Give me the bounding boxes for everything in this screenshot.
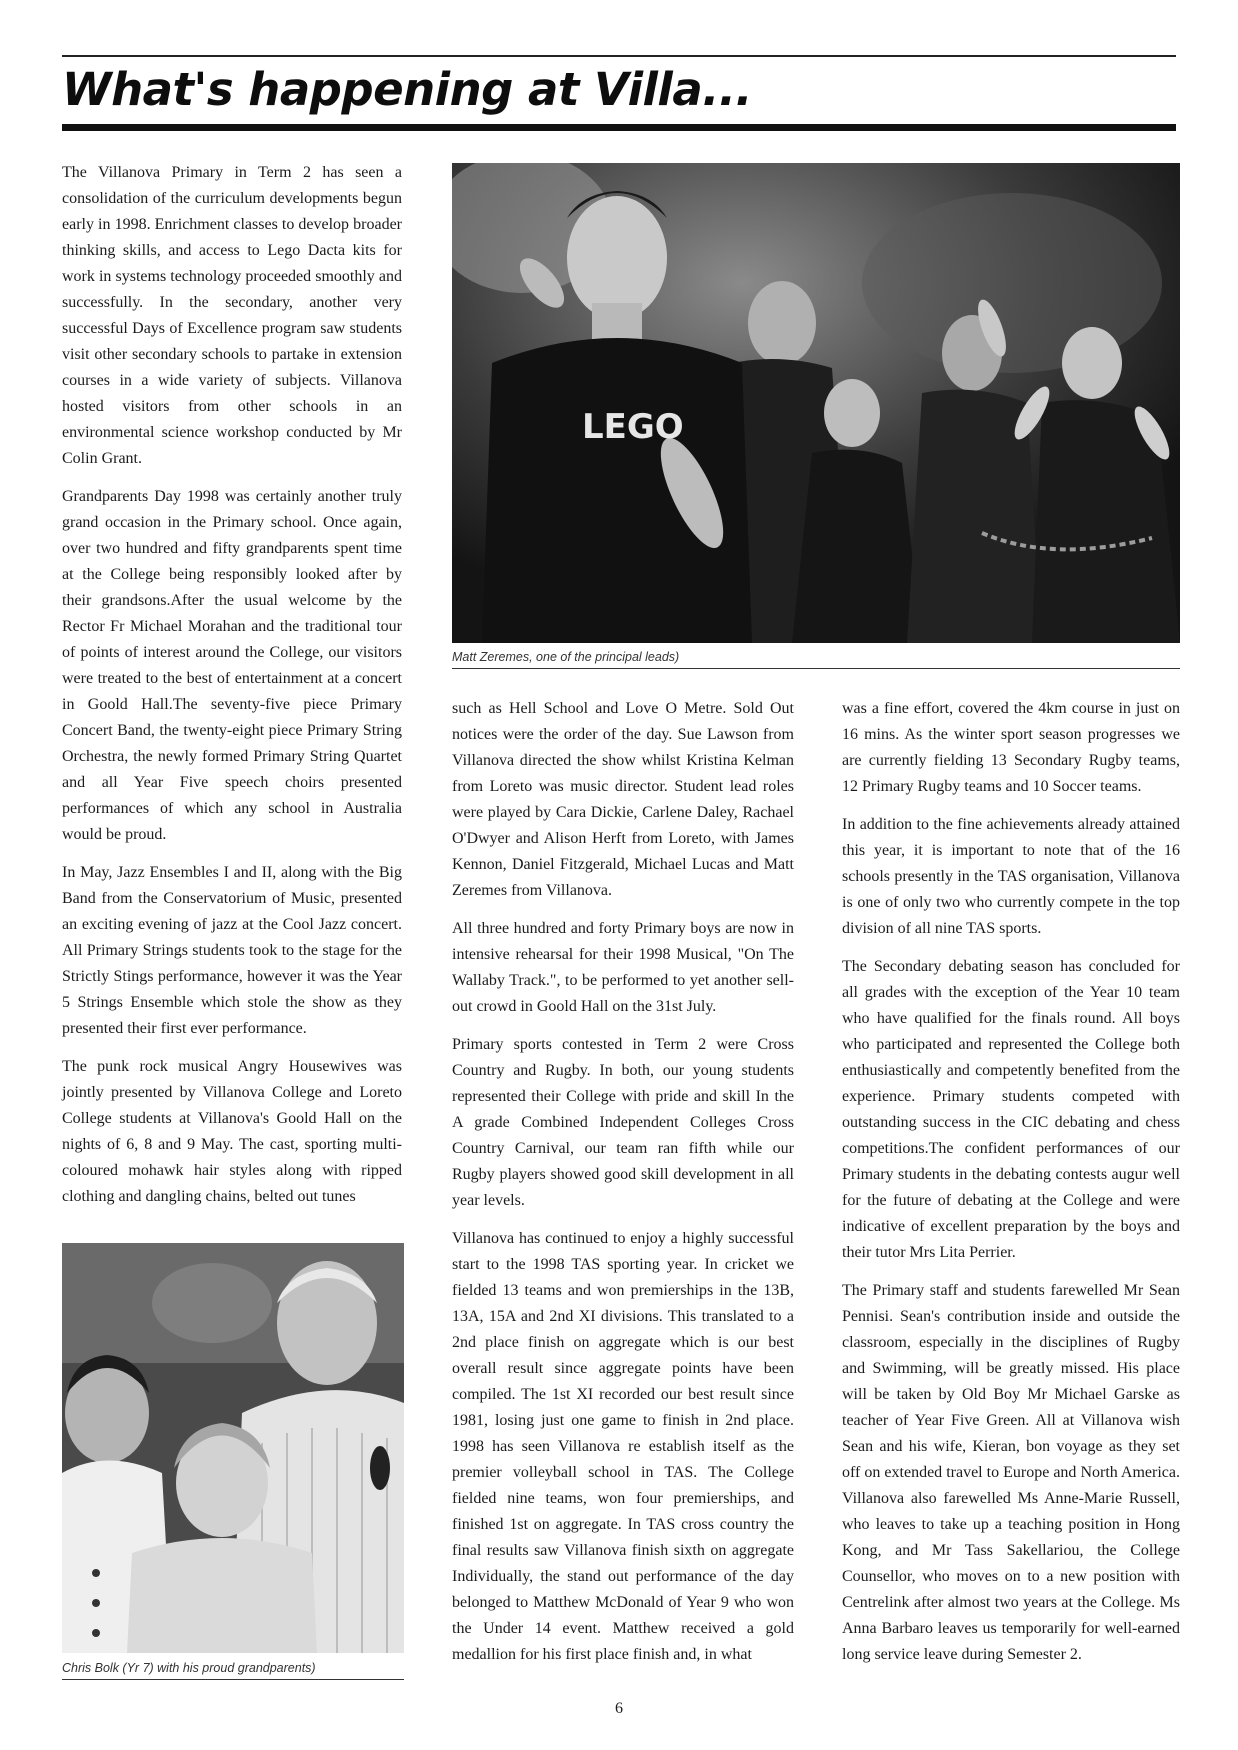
photo-grandparents xyxy=(62,1243,404,1653)
article-column-2 xyxy=(452,696,794,1680)
paragraph-jazz: In May, Jazz Ensembles I and II, along with the Big Band from the Conservatorium of Music, presented an exciting evening of jazz at the Cool Jazz concert. All Primary Strings students took to the stage for the Strictly Stings performance, however it was the Year 5 Strings Ensemble which stole the show as they presented their first ever performance. xyxy=(62,864,402,1037)
paragraph-grandparents-day: Grandparents Day 1998 was certainly another truly grand occasion in the Primary school. Once again, over two hundred and fifty grandparents spent time at the College being responsibly looked after by their grandsons.After the usual welcome by the Rector Fr Michael Morahan and the traditional tour of points of interest around the College, our visitors were treated to the best of entertainment at a concert in Goold Hall.The seventy-five piece Primary Concert Band, the twenty-eight piece Primary String Orchestra, the newly formed Primary String Quartet and all Year Five speech choirs presented performances of which any school in Australia would be proud. xyxy=(62,488,402,843)
paragraph-debating: The Secondary debating season has concluded for all grades with the exception of the Year 10 team who have qualified for the finals round. All boys who participated and represented the College both enthusiastically and competently benefited from the experience. Primary students competed with outstanding success in the CIC debating and chess competitions.The confident performances of our Primary students in the debating contests augur well for the future of debating at the College and were indicative of excellent preparation by the boys and their tutor Mrs Lita Perrier. xyxy=(842,958,1180,1261)
paragraph-tas-divisions: In addition to the fine achievements already attained this year, it is important to note that of the 16 schools presently in the TAS organisation, Villanova is one of only two who currently compete in the top division of all nine TAS sports. xyxy=(842,816,1180,937)
headline-top-rule xyxy=(62,55,1176,57)
performance-photo-image xyxy=(452,163,1180,643)
paragraph-primary-sports: Primary sports contested in Term 2 were Cross Country and Rugby. In both, our young students represented their College with pride and skill In the A grade Combined Independent Colleges Cross Country Carnival, our team ran fifth while our Rugby players showed good skill development in all year levels. xyxy=(452,1036,794,1209)
performance-photo-caption: Matt Zeremes, one of the principal leads) xyxy=(452,650,1180,669)
grandparents-photo-caption: Chris Bolk (Yr 7) with his proud grandparents) xyxy=(62,1661,404,1680)
paragraph-staff-farewells: The Primary staff and students farewelled Mr Sean Pennisi. Sean's contribution inside and outside the classroom, especially in the disciplines of Rugby and Swimming, will be greatly missed. His place will be taken by Old Boy Mr Michael Garske as teacher of Year Five Green. All at Villanova wish Sean and his wife, Kieran, bon voyage as they set off on extended travel to Europe and North America. Villanova also farewelled Ms Anne-Marie Russell, who leaves to take up a teaching position in Hong Kong, and Mr Tass Sakellariou, the College Counsellor, who moves on to a new position with Centrelink after almost two years at the College. Ms Anna Barbaro leaves us temporarily for well-earned long service leave during Semester 2. xyxy=(842,1282,1180,1663)
paragraph-musical-cast: such as Hell School and Love O Metre. Sold Out notices were the order of the day. Sue Lawson from Villanova directed the show whilst Kristina Kelman from Loreto was music director. Student lead roles were played by Cara Dickie, Carlene Daley, Rachael O'Dwyer and Alison Herft from Loreto, with James Kennon, Daniel Fitzgerald, Michael Lucas and Matt Zeremes from Villanova. xyxy=(452,700,794,899)
paragraph-musical: The punk rock musical Angry Housewives was jointly presented by Villanova College and Loreto College students at Villanova's Goold Hall on the nights of 6, 8 and 9 May. The cast, sporting multi-coloured mohawk hair styles along with ripped clothing and dangling chains, belted out tunes xyxy=(62,1058,402,1205)
headline-bottom-rule xyxy=(62,124,1176,131)
performer-shirt-logo: LEGO xyxy=(582,407,684,447)
page-number: 6 xyxy=(615,1700,623,1717)
paragraph-primary-musical: All three hundred and forty Primary boys are now in intensive rehearsal for their 1998 Musical, "On The Wallaby Track.", to be performed to yet another sell-out crowd in Goold Hall on the 31st July. xyxy=(452,920,794,1015)
page-headline: What's happening at Villa... xyxy=(62,63,753,116)
paragraph-tas-sport: Villanova has continued to enjoy a highly successful start to the 1998 TAS sporting year. In cricket we fielded 13 teams and won premierships in the 13B, 13A, 15A and 2nd XI divisions. This translated to a 2nd place finish on aggregate which is our best overall result since aggregate points have been compiled. The 1st XI recorded our best result since 1981, losing just one game to finish in 2nd place. 1998 has seen Villanova re establish itself as the premier volleyball school in TAS. The College fielded nine teams, won four premierships, and finished 1st on aggregate. In TAS cross country the final results saw Villanova finish sixth on aggregate Individually, the stand out performance of the day belonged to Matthew McDonald of Year 9 who won the Under 14 event. Matthew received a gold medallion for his first place finish and, in what xyxy=(452,1230,794,1663)
paragraph-curriculum: The Villanova Primary in Term 2 has seen a consolidation of the curriculum developments begun early in 1998. Enrichment classes to develop broader thinking skills, and access to Lego Dacta kits for work in systems technology proceeded smoothly and successfully. In the secondary, another very successful Days of Excellence program saw students visit other secondary schools to partake in extension courses in a wide variety of subjects. Villanova hosted visitors from other schools in an environmental science workshop conducted by Mr Colin Grant. xyxy=(62,164,402,467)
photo-performance xyxy=(452,163,1180,643)
paragraph-winter-sport: was a fine effort, covered the 4km course in just on 16 mins. As the winter sport season progresses we are currently fielding 13 Secondary Rugby teams, 12 Primary Rugby teams and 10 Soccer teams. xyxy=(842,700,1180,795)
article-column-1 xyxy=(62,160,402,1222)
grandparents-photo-image xyxy=(62,1243,404,1653)
article-column-3 xyxy=(842,696,1180,1680)
